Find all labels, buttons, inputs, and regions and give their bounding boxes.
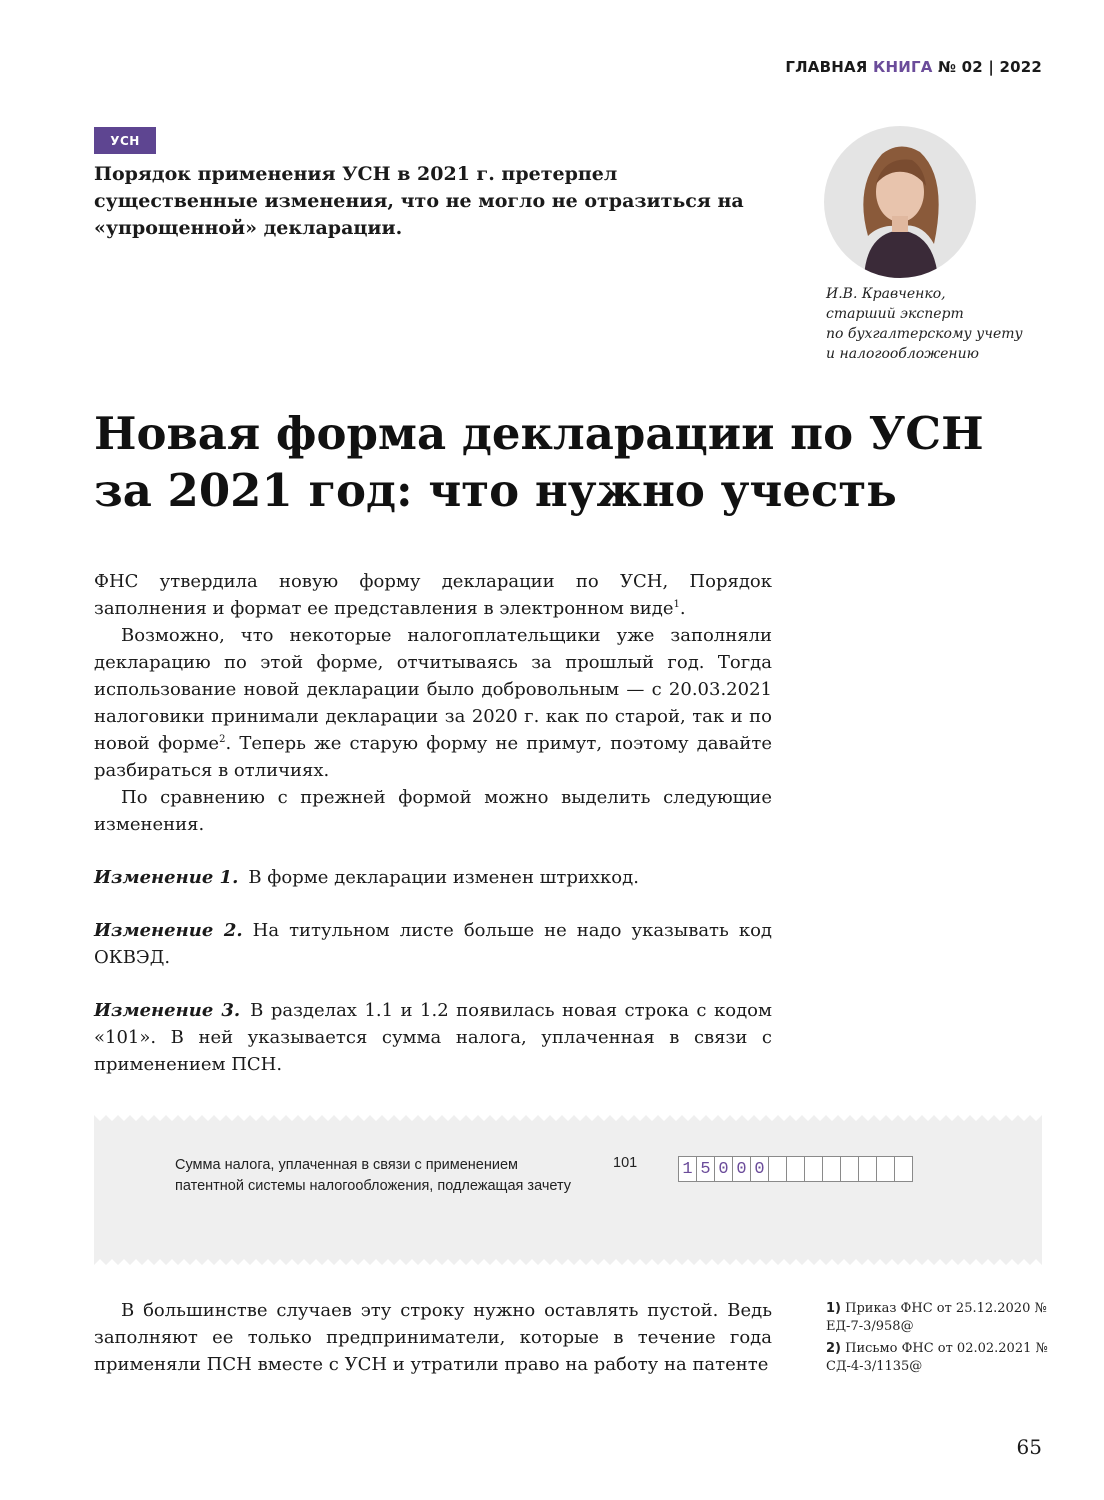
form-line-code: 101	[613, 1155, 638, 1171]
brand-main: ГЛАВНАЯ	[785, 58, 868, 76]
form-excerpt	[94, 1115, 1042, 1265]
footnote-1: 1) Приказ ФНС от 25.12.2020 № ЕД-7-3/958@	[826, 1301, 1047, 1334]
form-cell: 0	[732, 1156, 751, 1182]
form-cell: 5	[696, 1156, 715, 1182]
paragraph-3: По сравнению с прежней формой можно выделить следующие изменения.	[94, 787, 772, 835]
author-name: И.В. Кравченко,	[826, 286, 946, 302]
magazine-header	[785, 58, 1042, 76]
change-label: Изменение 3.	[94, 1000, 241, 1021]
torn-edge-top	[94, 1115, 1042, 1125]
form-value-cells	[679, 1156, 913, 1182]
form-cell	[840, 1156, 859, 1182]
form-field-label: Сумма налога, уплаченная в связи с применением патентной системы налогообложения, подлежащая зачету	[175, 1157, 572, 1194]
footnote-2: 2) Письмо ФНС от 02.02.2021 № СД-4-3/1135@	[826, 1341, 1048, 1374]
paragraph-2: Возможно, что некоторые налогоплательщики уже заполняли декларацию по этой форме, отчитываясь за прошлый год. Тогда использование новой декларации было добровольным — с 20.03.2021 налоговики принимали декларации за 2020 г. как по старой, так и по новой форме$^2$. Теперь же старую форму не примут, поэтому давайте разбираться в отличиях.	[94, 625, 772, 781]
author-role-3: и налогообложению	[826, 346, 979, 362]
footnote-ref-1: 1	[673, 599, 680, 610]
form-cell	[768, 1156, 787, 1182]
form-cell	[876, 1156, 895, 1182]
author-role-2: по бухгалтерскому учету	[826, 326, 1023, 342]
form-cell	[786, 1156, 805, 1182]
author-role-1: старший эксперт	[826, 306, 964, 322]
change-2: Изменение 2. На титульном листе больше не надо указывать код ОКВЭД.	[94, 920, 772, 968]
footnotes	[826, 1300, 1066, 1380]
paragraph-closing: В большинстве случаев эту строку нужно оставлять пустой. Ведь заполняют ее только предприниматели, которые в течение года применяли ПСН вместе с УСН и утратили право на работу на патенте	[94, 1300, 772, 1375]
form-cell: 0	[714, 1156, 733, 1182]
change-3: Изменение 3. В разделах 1.1 и 1.2 появилась новая строка с кодом «101». В ней указывается сумма налога, уплаченная в связи с применением ПСН.	[94, 1000, 772, 1075]
form-cell	[894, 1156, 913, 1182]
torn-edge-bottom	[94, 1255, 1042, 1265]
issue-number: № 02 | 2022	[937, 58, 1042, 76]
form-cell: 1	[678, 1156, 697, 1182]
brand-accent: КНИГА	[873, 58, 933, 76]
article-title: Новая форма декларации по УСН за 2021 год: что нужно учесть	[94, 407, 984, 517]
form-cell	[822, 1156, 841, 1182]
form-cell: 0	[750, 1156, 769, 1182]
footnote-ref-2: 2	[219, 734, 226, 745]
form-cell	[858, 1156, 877, 1182]
lead-text: Порядок применения УСН в 2021 г. претерпел существенные изменения, что не могло не отразиться на «упрощенной» декларации.	[94, 163, 744, 239]
change-1: Изменение 1. В форме декларации изменен штрихкод.	[94, 867, 639, 888]
page-number: 65	[1016, 1435, 1042, 1459]
change-label: Изменение 2.	[94, 920, 243, 941]
section-tag: УСН	[94, 127, 156, 154]
paragraph-1: ФНС утвердила новую форму декларации по УСН, Порядок заполнения и формат ее представления в электронном виде$^1$.	[94, 571, 772, 619]
form-cell	[804, 1156, 823, 1182]
change-label: Изменение 1.	[94, 867, 239, 888]
article-body	[94, 568, 772, 1078]
author-caption	[826, 284, 1056, 364]
closing-body	[94, 1297, 772, 1378]
author-photo	[824, 126, 976, 278]
